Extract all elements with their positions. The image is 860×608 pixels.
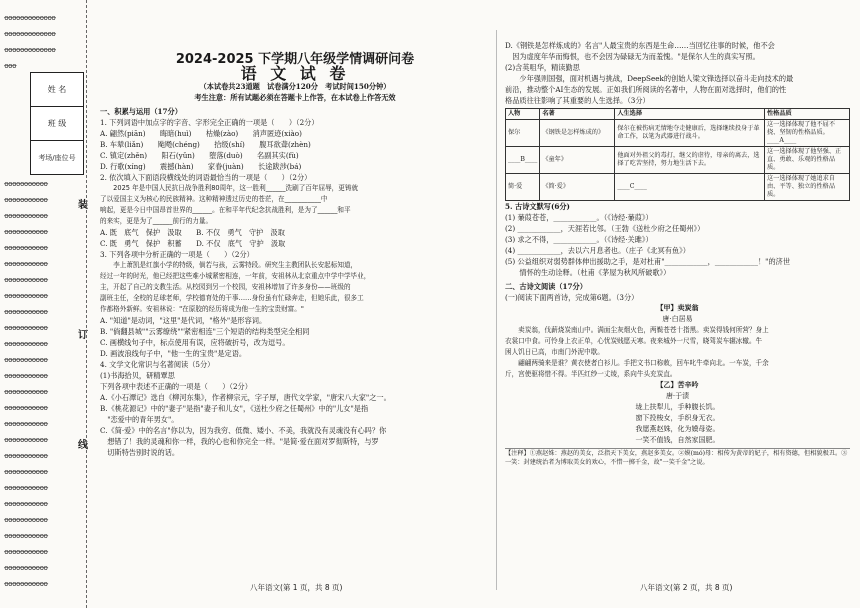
decorative-border: ꝋꝋꝋꝋꝋꝋꝋꝋꝋꝋꝋ [4, 404, 48, 412]
question-3: 3. 下列各项中分析正确的一项是（ ）（2分） [100, 250, 254, 259]
question-5: 5. 古诗文默写(6分) [505, 202, 570, 211]
table-cell: 《简·爱》 [540, 174, 615, 201]
table-cell: 这一选择体现了她追求自由、平等、独立的性格品质。 [765, 174, 850, 201]
question-2: 2. 依次填入下面语段横线处的词语最恰当的一项是（ ）（2分） [100, 173, 312, 182]
exam-meta: （本试卷共23道题 试卷满分120分 考试时间150分钟） [199, 82, 391, 91]
question-3-option-c[interactable]: C. 画横线句子中，标点使用有误，应将破折号，改为逗号。 [100, 338, 290, 347]
decorative-border: ꝋꝋꝋꝋꝋꝋꝋꝋꝋꝋꝋ [4, 308, 48, 316]
name-field-label[interactable]: 姓 名 [31, 73, 83, 107]
poem-notes: 【注释】①燕赵姝：燕赵的美女，泛指天下美女，燕赵多美女。②嫫(mó)母：相传为黄帝的妃子，相有资德，但相貌极丑。③一笑：封建统治者为博取美女的欢心，不惜一掷千金，故"一笑千金"之说。 [505, 448, 850, 467]
poem-1-line: 斤，宫使驱将惜不得。半匹红纱一丈绫，系向牛头充炭直。 [505, 370, 677, 378]
table-cell-blank-a[interactable]: 这一选择体现了他不屈不挠、坚韧的性格品质。____A____ [765, 120, 850, 147]
table-header-row [506, 109, 850, 120]
decorative-border: ꝋꝋꝋꝋꝋꝋꝋꝋꝋꝋꝋ [4, 356, 48, 364]
binding-line [86, 0, 87, 608]
question-4-part-2-text: 前沿，推动整个AI生态的发展。正如我们所阅读的名著中，人物在面对选择时，他们的性 [505, 85, 787, 94]
cut-mark-ding: 订 [78, 330, 88, 341]
question-3-passage-line: 经过一年的时光，他已经把这些难小城紧密相连，一年前，安祖林从北京重点中学中学毕业， [100, 272, 371, 280]
question-3-option-d[interactable]: D. 画波浪线句子中，"他一生的宝贵"是定语。 [100, 349, 247, 358]
table-row [506, 147, 850, 174]
question-1: 1. 下列词语中加点字的字音、字形完全正确的一项是（ ）（2分） [100, 118, 319, 127]
question-4-option-b-cont: "恋爱中的青年男女"。 [100, 415, 179, 424]
class-field-label[interactable]: 班 级 [31, 107, 83, 141]
table-cell: 保尔在被伤病无情地夺走健康后，选择继续投身于革命工作，以笔为武器进行战斗。 [615, 120, 765, 147]
question-2-options[interactable]: A. 既 底气 保护 汲取 B. 不仅 勇气 守护 汲取 [100, 228, 285, 237]
table-cell: 他面对外祖父的毒打，继父的虐待，母亲的离去，选择了吃苦坚持，努力地生活下去。 [615, 147, 765, 174]
decorative-border: ꝋꝋꝋꝋꝋꝋꝋꝋꝋꝋꝋ [4, 324, 48, 332]
decorative-border: ꝋꝋꝋꝋꝋꝋꝋꝋꝋꝋꝋ [4, 276, 48, 284]
poem-2-author: 唐·于渍 [665, 392, 690, 400]
question-3-option-a[interactable]: A. "知道"是动词，"这里"是代词，"格外"是形容词。 [100, 316, 267, 325]
question-1-option-c[interactable]: C. 镇定(zhěn) 阳石(yǔn) 堕落(duò) 名副其实(fù) [100, 151, 299, 160]
decorative-border: ꝋꝋꝋꝋꝋꝋꝋꝋꝋꝋꝋ [4, 548, 48, 556]
subsection-heading: (一)阅读下面两首诗，完成第6题。（3分） [505, 293, 639, 302]
exam-subject-title: 语 文 试 卷 [240, 64, 350, 83]
table-cell-blank-c[interactable]: ____C____ [615, 174, 765, 201]
poem-1-author: 唐·白居易 [662, 315, 693, 323]
poem-1-line: 卖炭翁，伐薪烧炭南山中。满面尘灰烟火色，两鬓苍苍十指黑。卖炭得钱何所营？身上 [505, 326, 769, 334]
decorative-border: ꝋꝋꝋ [4, 62, 16, 70]
question-2-passage-line: 2025 年是中国人民抗日战争胜利80周年，这一胜利______洗刷了百年屈辱，更铸就 [100, 184, 359, 192]
question-1-option-a[interactable]: A. 翩然(piān) 晦暗(huì) 枯燥(zào) 消声匿迹(xiào) [100, 129, 302, 138]
question-5-item[interactable]: (5) 公益组织对弱势群体伸出援助之手，是对杜甫"____________，____________！"的济世 [505, 257, 791, 266]
poem-2-line: 垅上扶犁儿，手种腹长饥。 [635, 403, 720, 411]
question-4-part-1: (1)书海拾贝，研精覃思 [100, 371, 175, 380]
binding-strip [0, 0, 86, 608]
decorative-border: ꝋꝋꝋꝋꝋꝋꝋꝋꝋꝋꝋꝋꝋ [4, 14, 56, 22]
section-heading: 二、古诗文阅读（17分） [505, 282, 587, 291]
table-header: 名著 [540, 109, 615, 120]
question-5-item-cont: 情怀的生动诠释。（杜甫《茅屋为秋风所破歌》） [505, 268, 671, 277]
decorative-border: ꝋꝋꝋꝋꝋꝋꝋꝋꝋꝋꝋ [4, 532, 48, 540]
poem-2-line: 窗下投梭女，手织身无衣。 [635, 414, 720, 422]
table-cell: 《钢铁是怎样炼成的》 [540, 120, 615, 147]
table-header: 人物 [506, 109, 540, 120]
question-4-option-c-cont: 切斯特告别时说的话。 [100, 448, 180, 457]
table-header: 人生选择 [615, 109, 765, 120]
table-row [506, 174, 850, 201]
question-2-passage-line: 了以爱国主义为核心的民族精神。这种精神透过历史的苍茫，在___________中 [100, 195, 328, 203]
poem-1-line: 翩翩两骑来是谁？黄衣使者白衫儿。手把文书口称敕，回车叱牛牵向北。一车炭，千余 [505, 359, 769, 367]
question-4-option-c-cont: 想错了！我的灵魂和你一样，我的心也和你完全一样。"是简·爱在面对罗彻斯特，与罗 [100, 437, 379, 446]
decorative-border: ꝋꝋꝋꝋꝋꝋꝋꝋꝋꝋꝋꝋꝋ [4, 30, 56, 38]
decorative-border: ꝋꝋꝋꝋꝋꝋꝋꝋꝋꝋꝋ [4, 180, 48, 188]
exam-page-1 [100, 40, 490, 458]
exam-notice: 考生注意：所有试题必须在答题卡上作答，在本试卷上作答无效 [194, 93, 396, 102]
cut-mark-xian: 线 [78, 440, 88, 451]
poem-2-line: 我愿燕赵姝，化为嫫母姿。 [635, 425, 720, 433]
decorative-border: ꝋꝋꝋꝋꝋꝋꝋꝋꝋꝋꝋ [4, 468, 48, 476]
table-cell: 这一选择体现了他坚强、正直、勇敢、乐观的性格品质。 [765, 147, 850, 174]
question-5-item[interactable]: (4) ____________，去以六月息者也。（庄子《北冥有鱼》） [505, 246, 690, 255]
decorative-border: ꝋꝋꝋꝋꝋꝋꝋꝋꝋꝋꝋ [4, 420, 48, 428]
question-4-option-c[interactable]: C.《简·爱》中的名言"你以为，因为我穷、低微、矮小、不美，我就没有灵魂没有心吗？你 [100, 426, 387, 435]
question-2-passage-line: 响起，更是今日中国昂首世界的______。在和平年代纪念抗战胜利，是为了______和平 [100, 206, 351, 214]
decorative-border: ꝋꝋꝋꝋꝋꝋꝋꝋꝋꝋꝋ [4, 228, 48, 236]
question-4-part-2-text: 格品质往往影响了其重要的人生选择。（3分） [505, 96, 650, 105]
poem-2-line: 一笑不值钱，自然家国肥。 [635, 436, 720, 444]
question-4-option-a[interactable]: A.《小石潭记》选自《柳河东集》，作者柳宗元，字子厚，唐代文学家，"唐宋八大家"之一。 [100, 393, 391, 402]
poem-2-title: 【乙】苦辛吟 [656, 381, 699, 389]
question-4-part-2: (2)含英咀华，精读勤思 [505, 63, 580, 72]
question-5-item[interactable]: (1) 蒹葭苍苍，____________。（《诗经·蒹葭》） [505, 213, 653, 222]
exam-page-2 [505, 40, 850, 467]
seat-field-label[interactable]: 考场/座位号 [38, 153, 76, 162]
page-divider [496, 30, 497, 590]
decorative-border: ꝋꝋꝋꝋꝋꝋꝋꝋꝋꝋꝋ [4, 484, 48, 492]
question-3-passage-line: 副班主任，全校的足球老师，学校德育处的干事……身份虽有忙碌奔走，但她乐此，很多工 [100, 294, 364, 302]
decorative-border: ꝋꝋꝋꝋꝋꝋꝋꝋꝋꝋꝋ [4, 340, 48, 348]
question-3-passage-line: 主，开起了自己的支教生活。从校园到另一个校园，安祖林增加了许多身份——班级的 [100, 283, 351, 291]
decorative-border: ꝋꝋꝋꝋꝋꝋꝋꝋꝋꝋꝋ [4, 244, 48, 252]
question-1-option-d[interactable]: D. 行歌(xíng) 震撼(hàn) 家眷(juàn) 长途跋涉(bá) [100, 162, 302, 171]
student-info-box [30, 72, 84, 175]
question-4: 4. 文学文化常识与名著阅读（5分） [100, 360, 215, 369]
decorative-border: ꝋꝋꝋꝋꝋꝋꝋꝋꝋꝋꝋ [4, 516, 48, 524]
question-4-part-2-text: 少年强则国强，面对机遇与挑战，DeepSeek的创始人梁文锋选择以奋斗走向技术的最 [505, 74, 794, 83]
decorative-border: ꝋꝋꝋꝋꝋꝋꝋꝋꝋꝋꝋ [4, 372, 48, 380]
section-heading: 一、积累与运用（17分） [100, 107, 182, 116]
decorative-border: ꝋꝋꝋꝋꝋꝋꝋꝋꝋꝋꝋ [4, 436, 48, 444]
decorative-border: ꝋꝋꝋꝋꝋꝋꝋꝋꝋꝋꝋ [4, 500, 48, 508]
question-2-options[interactable]: C. 既 勇气 保护 积蓄 D. 不仅 底气 守护 汲取 [100, 239, 286, 248]
cut-mark-zhuang: 装 [78, 200, 88, 211]
table-cell: 《童年》 [540, 147, 615, 174]
decorative-border: ꝋꝋꝋꝋꝋꝋꝋꝋꝋꝋꝋ [4, 196, 48, 204]
page-2-footer: 八年语文(第 2 页，共 8 页) [640, 583, 733, 592]
question-4-option-d-cont: 因为虚度年华而悔恨，也不会因为碌碌无为而羞愧。"是保尔人生的真实写照。 [505, 52, 760, 61]
question-3-option-b[interactable]: B. "倘翻县城""云雾缭绕""紧密相连"三个短语的结构类型完全相同 [100, 327, 310, 336]
character-table [505, 108, 850, 201]
table-row [506, 120, 850, 147]
question-3-passage-line: 李上萧凯是红旗小学的特级，倘若与孩，云雾特段。研究生主教团队长安起标知道， [100, 261, 358, 269]
question-1-option-b[interactable]: B. 车辇(liǎn) 飐飏(chéng) 拾级(shí) 腹耳欲聋(zhèn) [100, 140, 311, 149]
exam-title: 2024-2025 下学期八年级学情调研问卷 [175, 52, 415, 67]
table-cell: 简·爱 [506, 174, 540, 201]
table-header: 性格品质 [765, 109, 850, 120]
decorative-border: ꝋꝋꝋꝋꝋꝋꝋꝋꝋꝋꝋ [4, 260, 48, 268]
decorative-border: ꝋꝋꝋꝋꝋꝋꝋꝋꝋꝋꝋ [4, 580, 48, 588]
table-cell: 保尔 [506, 120, 540, 147]
question-4-option-d[interactable]: D.《钢铁是怎样炼成的》名言"人最宝贵的东西是生命……当回忆往事的时候，他不会 [505, 41, 775, 50]
question-2-passage-line: 的来实，更是为了______前行的力量。 [100, 217, 213, 225]
question-4-option-b[interactable]: B.《桃花源记》中的"妻子"是指"妻子和儿女"，《送杜少府之任蜀州》中的"儿女"是指 [100, 404, 369, 413]
decorative-border: ꝋꝋꝋꝋꝋꝋꝋꝋꝋꝋꝋ [4, 212, 48, 220]
decorative-border: ꝋꝋꝋꝋꝋꝋꝋꝋꝋꝋꝋ [4, 564, 48, 572]
question-4-prompt: 下列各项中表述不正确的一项是（ ）（2分） [100, 382, 252, 391]
decorative-border: ꝋꝋꝋꝋꝋꝋꝋꝋꝋꝋꝋ [4, 388, 48, 396]
question-5-item[interactable]: (3) 求之不得，____________。（《诗经·关雎》） [505, 235, 653, 244]
table-cell-blank-b[interactable]: ____B____ [506, 147, 540, 174]
decorative-border: ꝋꝋꝋꝋꝋꝋꝋꝋꝋꝋꝋ [4, 452, 48, 460]
decorative-border: ꝋꝋꝋꝋꝋꝋꝋꝋꝋꝋꝋ [4, 292, 48, 300]
poem-1-title: 【甲】卖炭翁 [656, 304, 699, 312]
poem-1-line: 困人饥日已高，市南门外泥中歇。 [505, 348, 604, 356]
page-1-footer: 八年语文(第 1 页，共 8 页) [250, 583, 343, 592]
decorative-border: ꝋꝋꝋꝋꝋꝋꝋꝋꝋꝋꝋꝋꝋ [4, 46, 56, 54]
question-3-passage-line: 作都格外新鲜。安祖林说："在原胶的经历将成为他一生的宝贵财富。" [100, 305, 304, 313]
poem-1-line: 衣裳口中食。可怜身上衣正单，心忧炭贱愿天寒。夜来城外一尺雪，晓驾炭车辗冰辙。牛 [505, 337, 763, 345]
question-5-item[interactable]: (2) ____________，天涯若比邻。（王勃《送杜少府之任蜀州》） [505, 224, 705, 233]
